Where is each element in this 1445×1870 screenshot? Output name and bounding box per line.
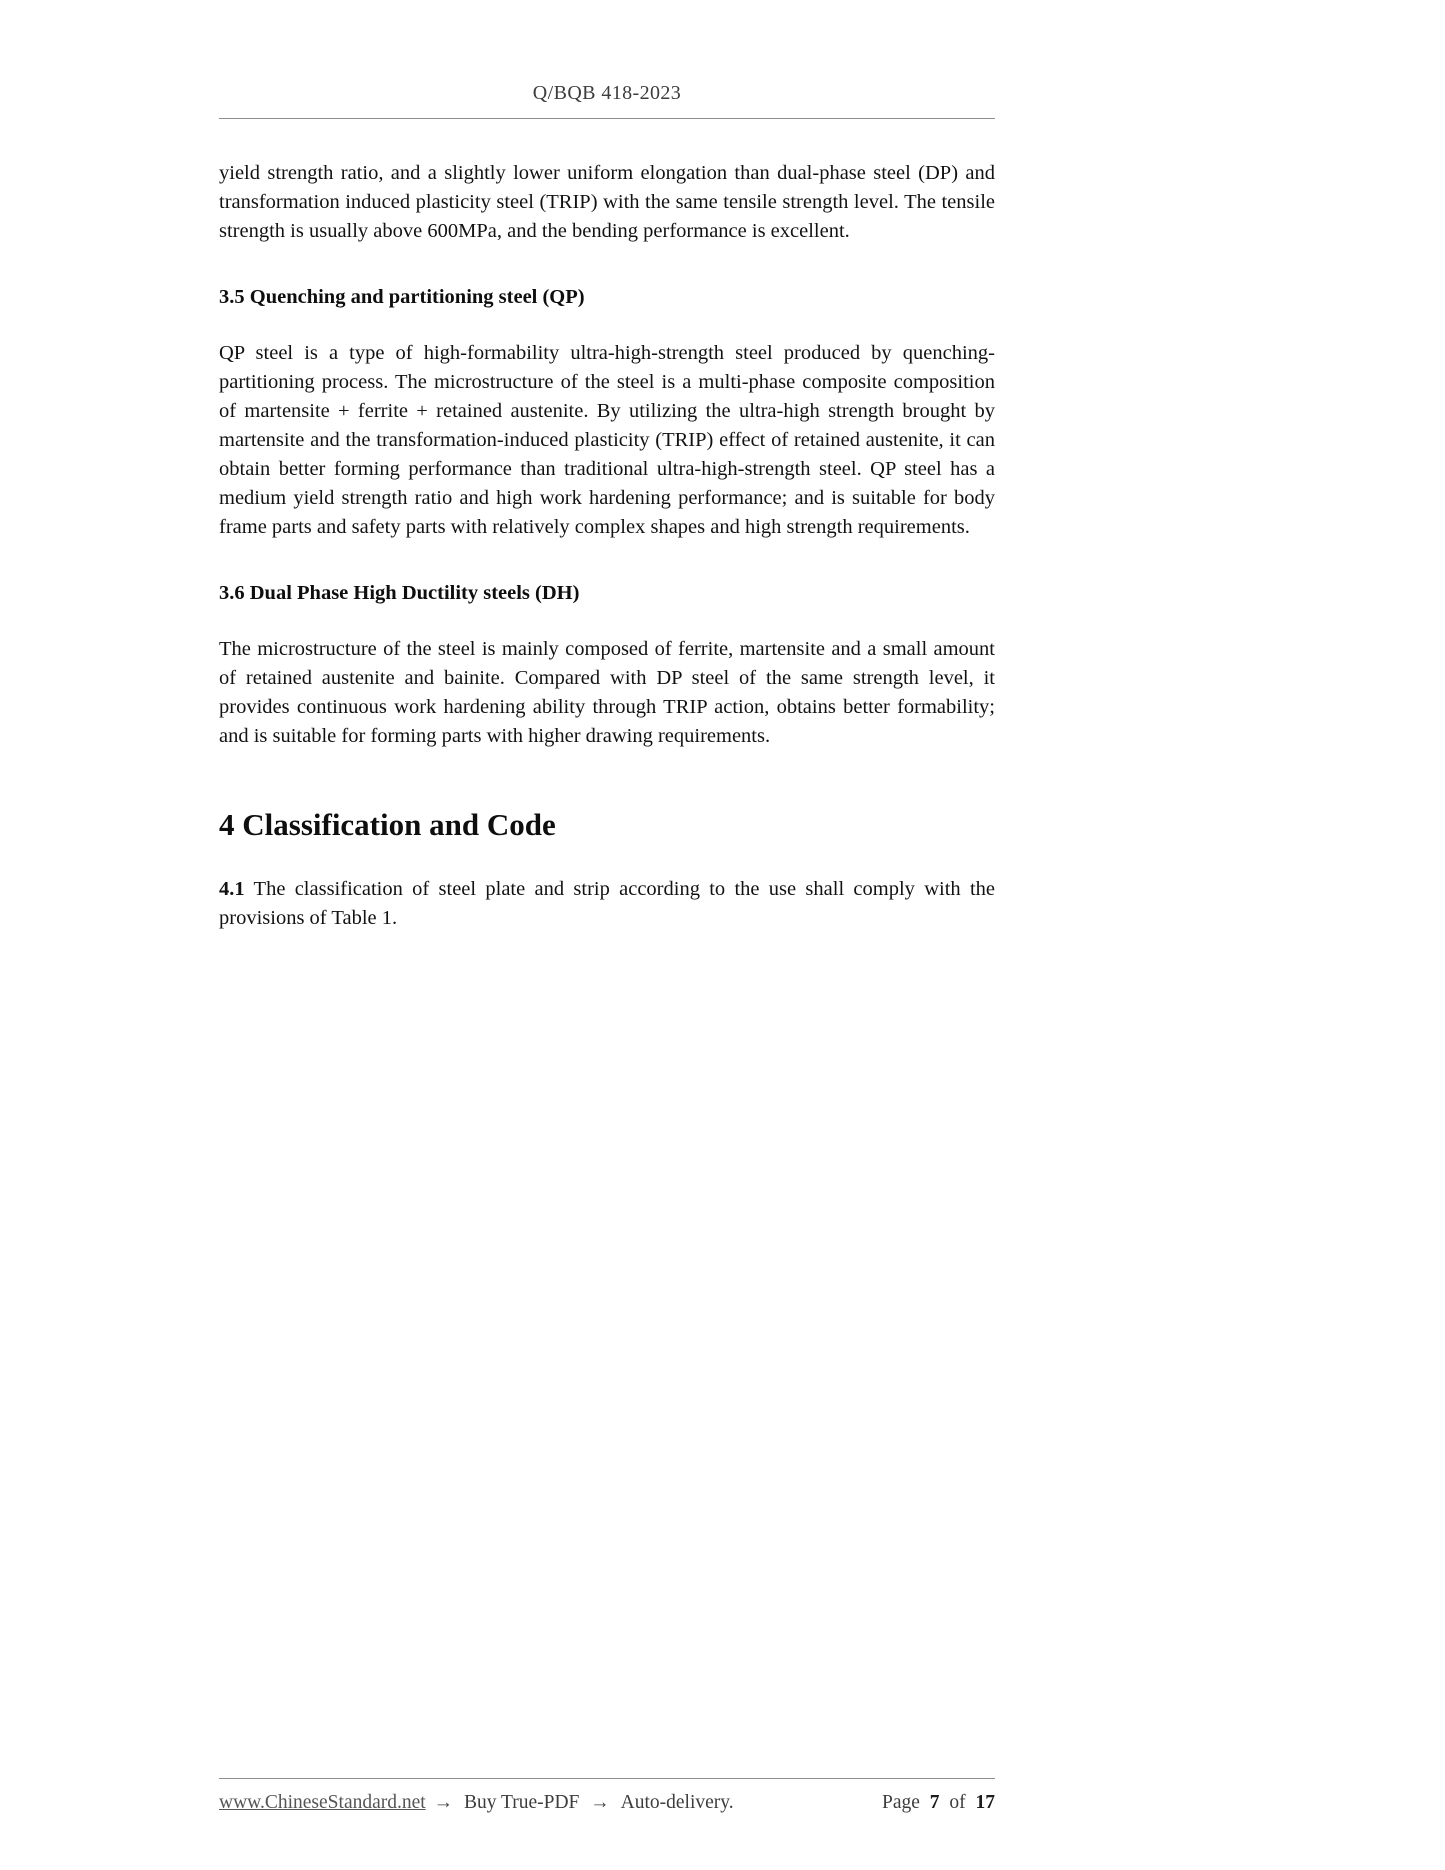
- page-label: Page: [881, 1792, 920, 1813]
- header-divider: [219, 118, 995, 119]
- paragraph-4-1: [219, 875, 995, 933]
- footer-source-line: [219, 1792, 737, 1814]
- document-header-title: Q/BQB 418-2023: [532, 82, 682, 104]
- paragraph-3-5: QP steel is a type of high-formability ultra-high-strength steel produced by quenching-partitioning process. The microstructure of the steel is a multi-phase composite composition of martensite + ferrite + retained austenite. By utilizing the ultra-high strength brought by martensite and the transformation-induced plasticity (TRIP) effect of retained austenite, it can obtain better forming performance than traditional ultra-high-strength steel. QP steel has a medium yield strength ratio and high work hardening performance; and is suitable for body frame parts and safety parts with relatively complex shapes and high strength requirements.: [219, 342, 995, 538]
- footer-divider: [219, 1778, 995, 1779]
- paragraph-intro: yield strength ratio, and a slightly lower uniform elongation than dual-phase steel (DP) and transformation induced plasticity steel (TRIP) with the same tensile strength level. The tensile strength is usually above 600MPa, and the bending performance is excellent.: [219, 162, 995, 242]
- section-heading-3-6: 3.6 Dual Phase High Ductility steels (DH): [219, 582, 580, 604]
- paragraph-3-6: The microstructure of the steel is mainly composed of ferrite, martensite and a small amount of retained austenite and bainite. Compared with DP steel of the same strength level, it provides continuous work hardening ability through TRIP action, obtains better formability; and is suitable for forming parts with higher drawing requirements.: [219, 638, 995, 747]
- current-page-number: 7: [929, 1792, 940, 1813]
- section-heading-3-5: 3.5 Quenching and partitioning steel (QP): [219, 286, 585, 308]
- footer-row: [219, 1792, 995, 1814]
- total-page-number: 17: [975, 1792, 995, 1813]
- arrow-icon: →: [433, 1792, 454, 1813]
- clause-text: The classification of steel plate and strip according to the use shall comply with the provisions of Table 1.: [219, 878, 995, 929]
- clause-number: 4.1: [219, 878, 245, 900]
- page-footer: [219, 1778, 995, 1814]
- arrow-icon: →: [590, 1792, 610, 1813]
- page-indicator: [877, 1792, 995, 1814]
- of-label: of: [949, 1792, 966, 1813]
- footer-link[interactable]: www.ChineseStandard.net: [219, 1792, 426, 1813]
- chapter-heading-4: 4 Classification and Code: [219, 807, 556, 842]
- page-content: [219, 0, 995, 933]
- footer-buy-text: Buy True-PDF: [463, 1792, 580, 1813]
- footer-delivery-text: Auto-delivery.: [620, 1792, 734, 1813]
